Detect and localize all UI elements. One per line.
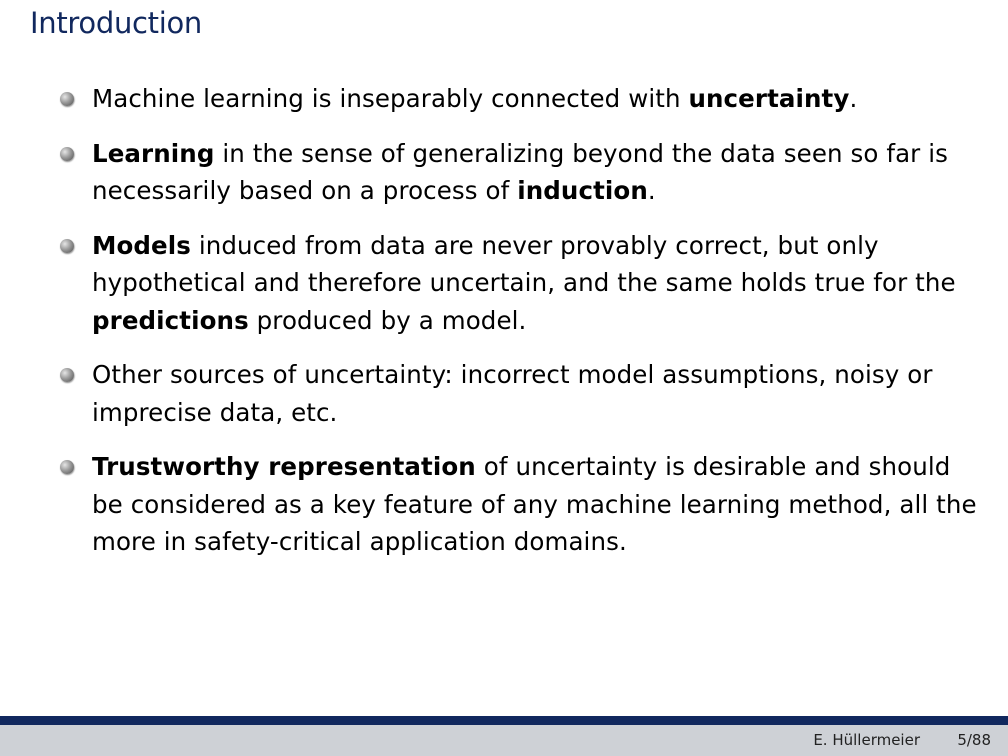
bullet-text — [92, 360, 933, 427]
footer-author: E. Hüllermeier — [813, 731, 920, 749]
bullet-text-segment: Other sources of uncertainty: incorrect model assumptions, noisy or imprecise data, etc. — [92, 360, 933, 427]
sphere-bullet-icon — [60, 460, 74, 474]
bullet-text-segment: in the sense of generalizing beyond the data seen so far is necessarily based on a process of — [92, 138, 949, 205]
bullet-item — [58, 227, 978, 340]
sphere-bullet-icon — [60, 147, 74, 161]
bullet-text — [92, 231, 956, 335]
emphasized-term: induction — [517, 176, 648, 205]
sphere-bullet-icon — [60, 92, 74, 106]
emphasized-term: uncertainty — [688, 84, 850, 113]
footer-divider — [0, 716, 1008, 725]
emphasized-term: Models — [92, 230, 191, 260]
sphere-bullet-icon — [60, 368, 74, 382]
slide-title: Introduction — [30, 6, 203, 40]
sphere-bullet-icon — [60, 239, 74, 253]
bullet-item — [58, 448, 978, 561]
bullet-text — [92, 84, 857, 113]
page-number: 5/88 — [957, 731, 991, 749]
bullet-item — [58, 135, 978, 210]
bullet-text — [92, 139, 948, 206]
bullet-text-segment: induced from data are never provably correct, but only hypothetical and therefore uncertain, and the same holds true for the — [92, 230, 956, 297]
bullet-item — [58, 356, 978, 431]
bullet-list — [58, 80, 978, 578]
bullet-text-segment: of uncertainty is desirable and should be considered as a key feature of any machine learning method, all the more in safety-critical application domains. — [92, 452, 977, 556]
emphasized-term: Trustworthy representation — [92, 452, 476, 481]
bullet-text-segment: . — [849, 84, 858, 113]
emphasized-term: predictions — [92, 305, 249, 335]
bullet-text-segment: Machine learning is inseparably connected with — [92, 84, 689, 113]
emphasized-term: Learning — [92, 138, 215, 168]
bullet-text — [92, 452, 977, 556]
bullet-item — [58, 80, 978, 118]
bullet-text-segment: . — [647, 176, 656, 205]
bullet-text-segment: produced by a model. — [248, 305, 527, 335]
